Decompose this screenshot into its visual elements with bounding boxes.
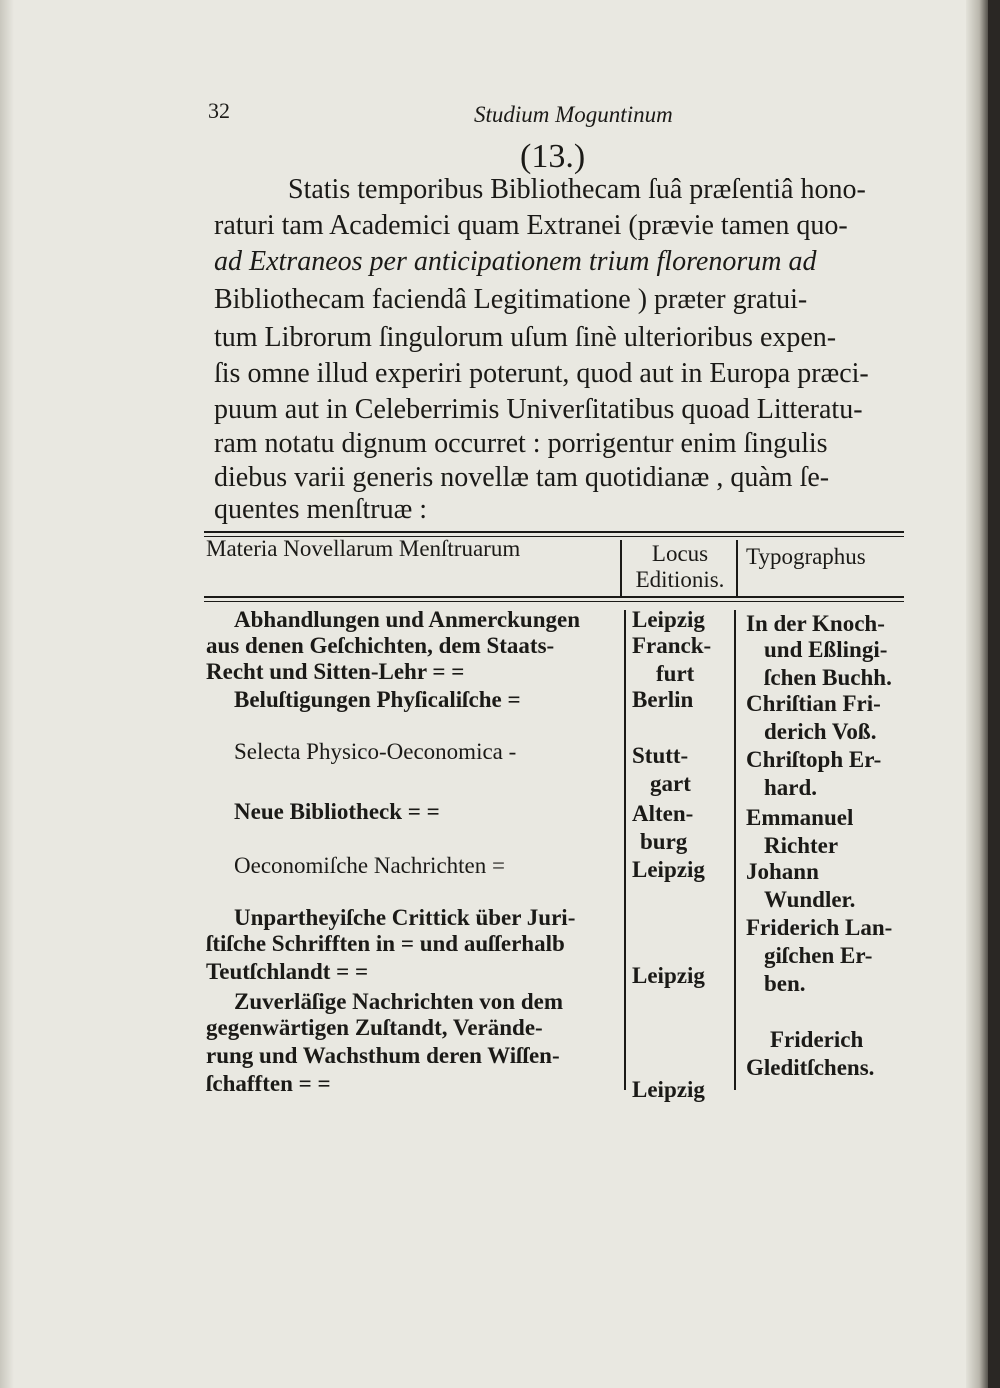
- table-header-rule: [204, 596, 904, 598]
- column-divider: [734, 610, 736, 1090]
- typographus-line: Friderich: [770, 1027, 864, 1052]
- page-binding-shadow: [0, 0, 14, 1388]
- page-number: 32: [208, 98, 230, 123]
- paragraph-line: tum Librorum ſingulorum uſum ſinè ulterioribus expen-: [214, 322, 837, 353]
- header-divider: [620, 540, 622, 596]
- materia-line: Selecta Physico-Oeconomica -: [234, 739, 517, 764]
- typographus-line: Emmanuel: [746, 805, 854, 830]
- paragraph-line: ſis omne illud experiri poterunt, quod aut in Europa præci-: [214, 358, 869, 389]
- paragraph-line: diebus varii generis novellæ tam quotidianæ , quàm ſe-: [214, 462, 830, 493]
- typographus-line: und Eßlingi-: [764, 637, 888, 662]
- materia-line: Recht und Sitten-Lehr = =: [206, 659, 465, 684]
- section-number: (13.): [520, 138, 586, 175]
- materia-line: ſtiſche Schrifften in = und auſſerhalb: [206, 931, 565, 956]
- locus-line: Franck-: [632, 633, 712, 658]
- locus-line: burg: [640, 829, 688, 854]
- locus-line: Leipzig: [632, 607, 705, 632]
- typographus-line: Friderich Lan-: [746, 915, 893, 940]
- materia-line: Teutſchlandt = =: [206, 959, 369, 984]
- materia-line: aus denen Geſchichten, dem Staats-: [206, 633, 555, 658]
- materia-line: Zuverläſige Nachrichten von dem: [234, 989, 563, 1014]
- materia-line: gegenwärtigen Zuſtandt, Verände-: [206, 1015, 543, 1040]
- paragraph-line: puum aut in Celeberrimis Univerſitatibus quoad Litteratu-: [214, 394, 863, 425]
- locus-line: Berlin: [632, 687, 694, 712]
- locus-line: furt: [656, 661, 695, 686]
- typographus-line: hard.: [764, 775, 818, 800]
- running-head: Studium Moguntinum: [474, 102, 673, 127]
- typographus-line: derich Voß.: [764, 719, 877, 744]
- materia-line: Abhandlungen und Anmerckungen: [234, 607, 580, 632]
- materia-line: rung und Wachsthum deren Wiſſen-: [206, 1043, 560, 1068]
- table-top-rule: [204, 531, 904, 533]
- header-locus: Locus Editionis.: [635, 541, 725, 592]
- table-header-rule-thin: [204, 601, 904, 602]
- materia-line: Beluſtigungen Phyſicaliſche =: [234, 687, 521, 712]
- typographus-line: Chriſtoph Er-: [746, 747, 882, 772]
- page-edge: [966, 0, 988, 1388]
- paragraph-line: Statis temporibus Bibliothecam ſuâ præſentiâ hono-: [288, 174, 866, 205]
- locus-line: Stutt-: [632, 743, 689, 768]
- column-divider: [624, 610, 626, 1090]
- typographus-line: Richter: [764, 833, 839, 858]
- typographus-line: In der Knoch-: [746, 611, 885, 636]
- typographus-line: Chriſtian Fri-: [746, 691, 881, 716]
- paragraph-line: ram notatu dignum occurret : porrigentur enim ſingulis: [214, 428, 828, 459]
- materia-line: ſchafften = =: [206, 1071, 331, 1096]
- paragraph-line: raturi tam Academici quam Extranei (prævie tamen quo-: [214, 210, 848, 241]
- typographus-line: Johann: [746, 859, 819, 884]
- paragraph-line: Bibliothecam faciendâ Legitimatione ) præter gratui-: [214, 284, 808, 315]
- locus-line: gart: [650, 771, 691, 796]
- locus-line: Leipzig: [632, 963, 705, 988]
- locus-line: Alten-: [632, 801, 694, 826]
- typographus-line: ſchen Buchh.: [764, 665, 892, 690]
- header-materia: Materia Novellarum Menſtruarum: [206, 536, 521, 561]
- typographus-line: Wundler.: [764, 887, 856, 912]
- materia-line: Oeconomiſche Nachrichten =: [234, 853, 505, 878]
- paragraph-line: ad Extraneos per anticipationem trium florenorum ad: [214, 246, 817, 277]
- typographus-line: giſchen Er-: [764, 943, 873, 968]
- locus-line: Leipzig: [632, 1077, 705, 1102]
- materia-line: Neue Bibliotheck = =: [234, 799, 440, 824]
- header-divider: [736, 540, 738, 596]
- typographus-line: Gleditſchens.: [746, 1055, 875, 1080]
- materia-line: Unpartheyiſche Crittick über Juri-: [234, 905, 576, 930]
- paragraph-line: quentes menſtruæ :: [214, 494, 428, 525]
- typographus-line: ben.: [764, 971, 806, 996]
- header-typographus: Typographus: [746, 544, 866, 569]
- locus-line: Leipzig: [632, 857, 705, 882]
